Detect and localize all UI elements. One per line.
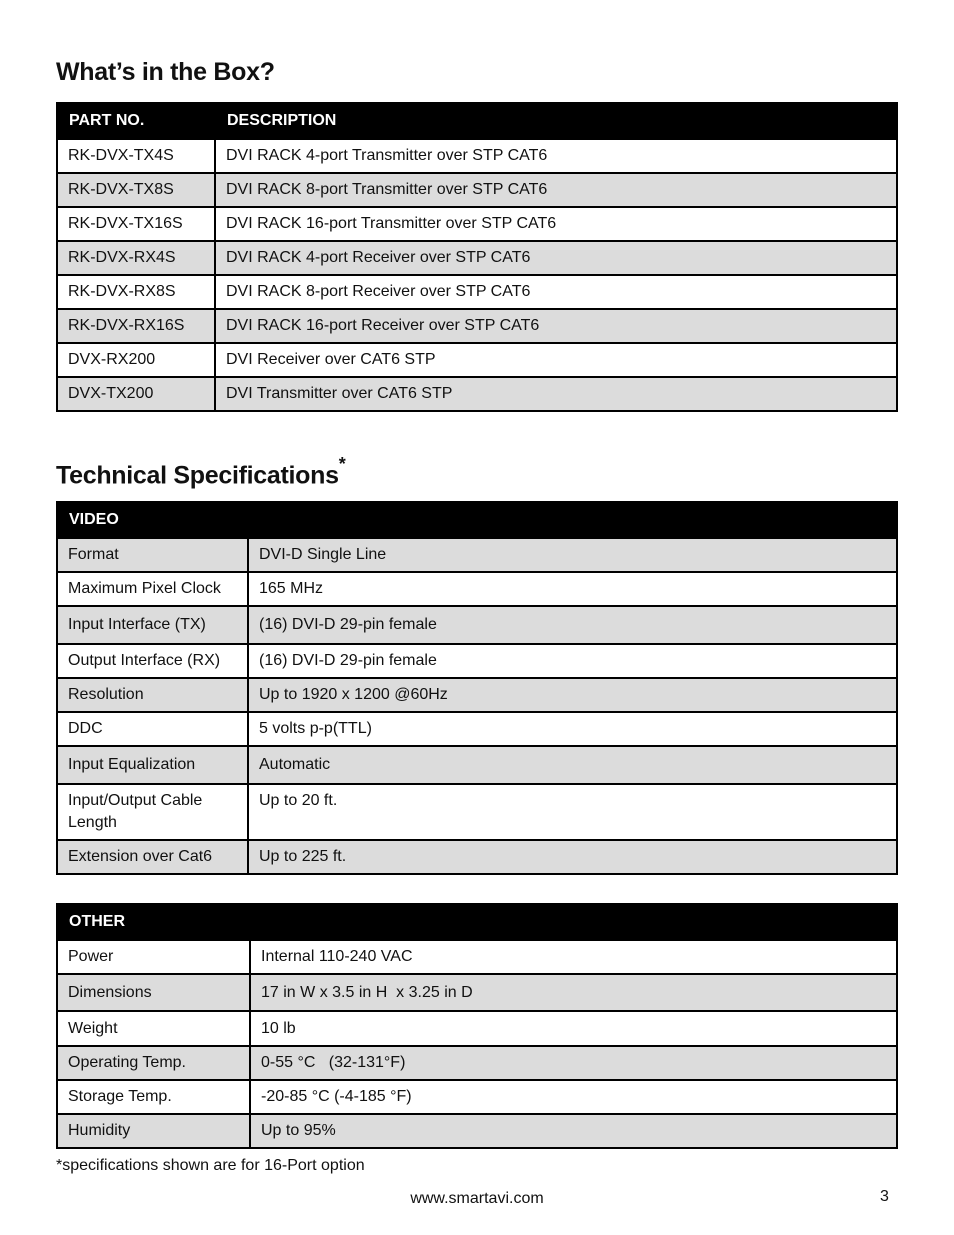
table-row xyxy=(57,974,897,1011)
part-no-cell: RK-DVX-RX4S xyxy=(57,241,215,275)
spec-value: 10 lb xyxy=(250,1011,897,1046)
description-cell: DVI RACK 8-port Transmitter over STP CAT6 xyxy=(215,173,897,207)
table-row xyxy=(57,309,897,343)
table-row xyxy=(57,1046,897,1080)
spec-label: Extension over Cat6 xyxy=(57,840,248,874)
description-cell: DVI Receiver over CAT6 STP xyxy=(215,343,897,377)
page-number: 3 xyxy=(880,1188,889,1205)
spec-value: 165 MHz xyxy=(248,572,897,606)
part-no-cell: RK-DVX-TX4S xyxy=(57,139,215,173)
part-no-cell: DVX-RX200 xyxy=(57,343,215,377)
table-row xyxy=(57,275,897,309)
spec-value: (16) DVI-D 29-pin female xyxy=(248,644,897,678)
spec-label: Power xyxy=(57,940,250,974)
table-row xyxy=(57,1080,897,1114)
spec-label: Input Equalization xyxy=(57,746,248,784)
spec-value: Automatic xyxy=(248,746,897,784)
other-header: OTHER xyxy=(57,904,897,940)
table-header-row xyxy=(57,103,897,139)
table-row xyxy=(57,678,897,712)
table-row xyxy=(57,241,897,275)
tech-specs-asterisk: * xyxy=(338,454,346,474)
spec-label: Humidity xyxy=(57,1114,250,1148)
part-no-cell: RK-DVX-TX8S xyxy=(57,173,215,207)
video-spec-table xyxy=(56,501,898,875)
part-no-header: PART NO. xyxy=(57,103,215,139)
table-row xyxy=(57,712,897,746)
description-cell: DVI RACK 16-port Receiver over STP CAT6 xyxy=(215,309,897,343)
table-row xyxy=(57,606,897,644)
table-row xyxy=(57,784,897,840)
tech-specs-title-text: Technical Specifications xyxy=(56,461,339,490)
spec-label: Output Interface (RX) xyxy=(57,644,248,678)
part-no-cell: RK-DVX-TX16S xyxy=(57,207,215,241)
spec-value: Up to 1920 x 1200 @60Hz xyxy=(248,678,897,712)
description-cell: DVI RACK 4-port Receiver over STP CAT6 xyxy=(215,241,897,275)
spec-value: 17 in W x 3.5 in H x 3.25 in D xyxy=(250,974,897,1011)
part-no-cell: RK-DVX-RX16S xyxy=(57,309,215,343)
table-row xyxy=(57,746,897,784)
description-cell: DVI RACK 8-port Receiver over STP CAT6 xyxy=(215,275,897,309)
spec-label: Dimensions xyxy=(57,974,250,1011)
spec-label: DDC xyxy=(57,712,248,746)
table-row xyxy=(57,377,897,411)
table-header-row xyxy=(57,904,897,940)
spec-value: Internal 110-240 VAC xyxy=(250,940,897,974)
spec-value: Up to 225 ft. xyxy=(248,840,897,874)
spec-value: DVI-D Single Line xyxy=(248,538,897,572)
video-header: VIDEO xyxy=(57,502,897,538)
spec-label: Storage Temp. xyxy=(57,1080,250,1114)
table-row xyxy=(57,173,897,207)
box-section-title: What’s in the Box? xyxy=(56,58,275,86)
table-row xyxy=(57,572,897,606)
table-row xyxy=(57,343,897,377)
spec-value: -20-85 °C (-4-185 °F) xyxy=(250,1080,897,1114)
table-row xyxy=(57,940,897,974)
table-header-row xyxy=(57,502,897,538)
spec-value: 0-55 °C (32-131°F) xyxy=(250,1046,897,1080)
table-row xyxy=(57,840,897,874)
specs-footnote: *specifications shown are for 16-Port option xyxy=(56,1157,365,1174)
description-cell: DVI Transmitter over CAT6 STP xyxy=(215,377,897,411)
spec-label: Input Interface (TX) xyxy=(57,606,248,644)
spec-value: (16) DVI-D 29-pin female xyxy=(248,606,897,644)
spec-label: Weight xyxy=(57,1011,250,1046)
spec-label: Format xyxy=(57,538,248,572)
description-cell: DVI RACK 16-port Transmitter over STP CAT6 xyxy=(215,207,897,241)
description-cell: DVI RACK 4-port Transmitter over STP CAT6 xyxy=(215,139,897,173)
spec-label: Maximum Pixel Clock xyxy=(57,572,248,606)
part-no-cell: RK-DVX-RX8S xyxy=(57,275,215,309)
table-row xyxy=(57,1011,897,1046)
tech-specs-title xyxy=(56,454,346,490)
description-header: DESCRIPTION xyxy=(215,103,897,139)
spec-label: Resolution xyxy=(57,678,248,712)
table-row xyxy=(57,139,897,173)
table-row xyxy=(57,207,897,241)
box-contents-table xyxy=(56,102,898,412)
spec-value: Up to 20 ft. xyxy=(248,784,897,840)
table-row xyxy=(57,538,897,572)
other-spec-table xyxy=(56,903,898,1149)
table-row xyxy=(57,644,897,678)
footer-url: www.smartavi.com xyxy=(410,1190,544,1207)
spec-label: Input/Output Cable Length xyxy=(57,784,248,840)
spec-value: 5 volts p-p(TTL) xyxy=(248,712,897,746)
part-no-cell: DVX-TX200 xyxy=(57,377,215,411)
spec-value: Up to 95% xyxy=(250,1114,897,1148)
table-row xyxy=(57,1114,897,1148)
spec-label: Operating Temp. xyxy=(57,1046,250,1080)
